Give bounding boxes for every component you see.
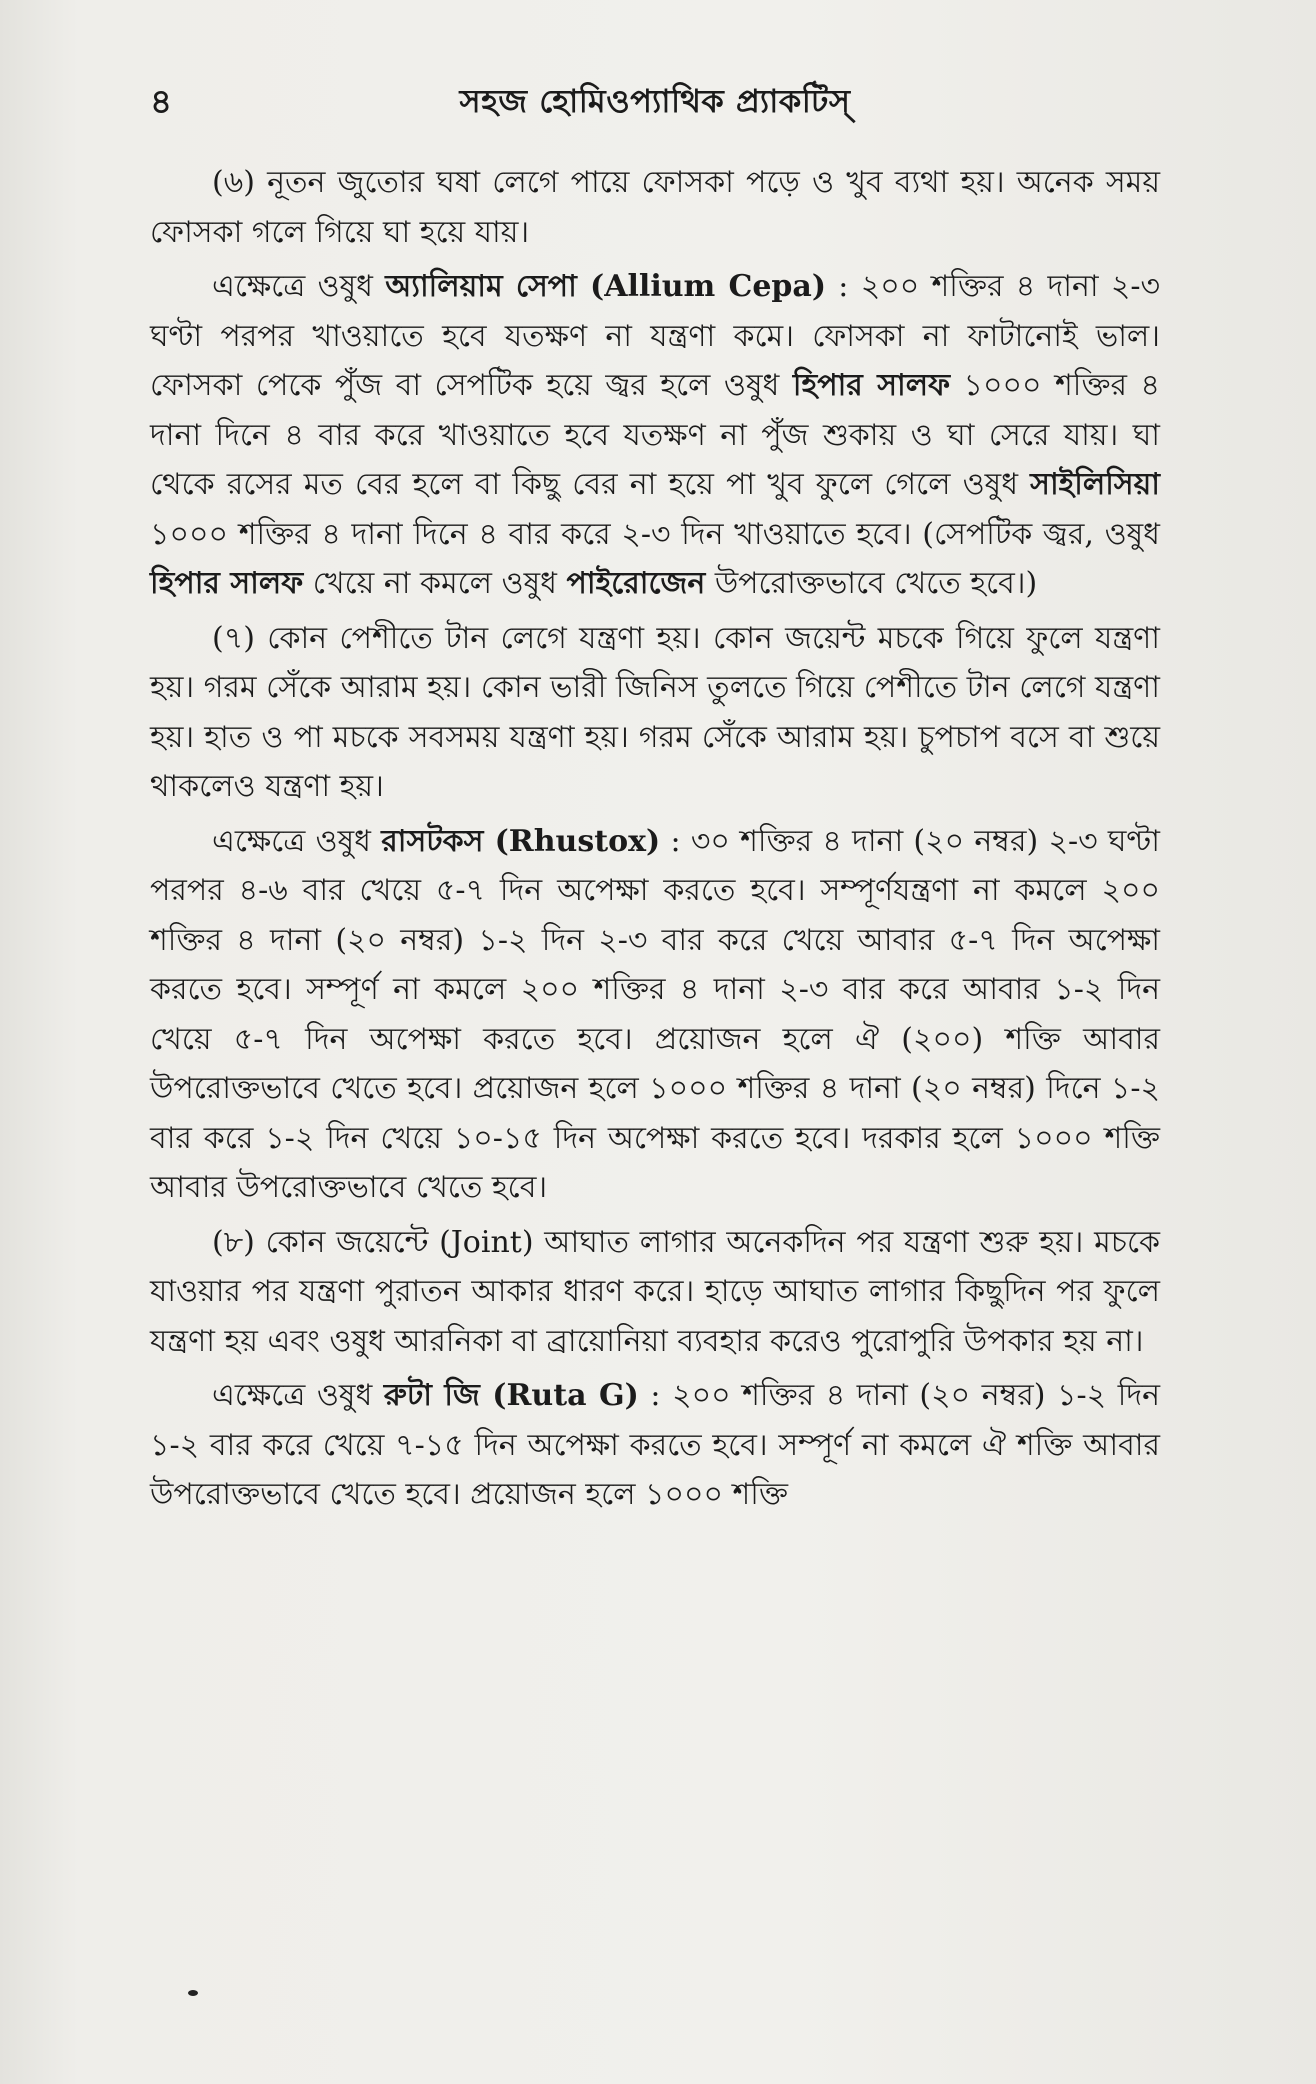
remedy-name-silicea: সাইলিসিয়া [1030, 467, 1160, 502]
case-paragraph-6: (৬) নূতন জুতোর ঘষা লেগে পায়ে ফোসকা পড়ে ও খুব ব্যথা হয়। অনেক সময় ফোসকা গলে গিয়ে ঘা হয়ে যায়। [150, 165, 1160, 250]
text-run: ১০০০ শক্তির ৪ দানা দিনে ৪ বার করে খাওয়াতে হবে যতক্ষণ না পুঁজ শুকায় ও ঘা সেরে যায়। ঘা থেকে রসের মত বের হলে বা কিছু বের না হয়ে পা খুব ফুলে গেলে ওষুধ [150, 368, 1161, 502]
remedy-name-allium-cepa: অ্যালিয়াম সেপা (Allium Cepa) [385, 269, 827, 304]
remedy-name-hepar-sulph: হিপার সালফ [150, 566, 304, 601]
page-number: ৪ [150, 82, 173, 122]
remedy-paragraph-8 [150, 1371, 1160, 1520]
text-run: : ২০০ শক্তির ৪ দানা (২০ নম্বর) ১-২ দিন ১-২ বার করে খেয়ে ৭-১৫ দিন অপেক্ষা করতে হবে। সম্পূর্ণ না কমলে ঐ শক্তি আবার উপরোক্তভাবে খেতে হবে। প্রয়োজন হলে ১০০০ শক্তি [150, 1378, 1160, 1512]
remedy-paragraph-6 [150, 262, 1160, 609]
text-run: : ২০০ শক্তির ৪ দানা ২-৩ ঘণ্টা পরপর খাওয়াতে হবে যতক্ষণ না যন্ত্রণা কমে। ফোসকা না ফাটানোই ভাল। ফোসকা পেকে পুঁজ বা সেপটিক হয়ে জ্বর হলে ওষুধ [150, 269, 1160, 403]
text-run: উপরোক্তভাবে খেতে হবে।) [705, 566, 1038, 601]
text-run: ১০০০ শক্তির ৪ দানা দিনে ৪ বার করে ২-৩ দিন খাওয়াতে হবে। (সেপটিক জ্বর, ওষুধ [150, 516, 1160, 552]
text-run: খেয়ে না কমলে ওষুধ [303, 566, 567, 601]
page-body [150, 158, 1160, 1525]
ink-spot [188, 1990, 198, 1996]
remedy-paragraph-7 [150, 817, 1160, 1213]
remedy-name-pyrogen: পাইরোজেন [566, 566, 706, 601]
text-run: এক্ষেত্রে ওষুধ [212, 269, 386, 304]
text-run: : ৩০ শক্তির ৪ দানা (২০ নম্বর) ২-৩ ঘণ্টা পরপর ৪-৬ বার খেয়ে ৫-৭ দিন অপেক্ষা করতে হবে। সম্পূর্ণযন্ত্রণা না কমলে ২০০ শক্তির ৪ দানা (২০ নম্বর) ১-২ দিন ২-৩ বার করে খেয়ে আবার ৫-৭ দিন অপেক্ষা করতে হবে। সম্পূর্ণ না কমলে ২০০ শক্তির ৪ দানা ২-৩ বার করে আবার ১-২ দিন খেয়ে ৫-৭ দিন অপেক্ষা করতে হবে। প্রয়োজন হলে ঐ (২০০) শক্তি আবার উপরোক্তভাবে খেতে হবে। প্রয়োজন হলে ১০০০ শক্তির ৪ দানা (২০ নম্বর) দিনে ১-২ বার করে ১-২ দিন খেয়ে ১০-১৫ দিন অপেক্ষা করতে হবে। দরকার হলে ১০০০ শক্তি আবার উপরোক্তভাবে খেতে হবে। [150, 823, 1160, 1205]
case-paragraph-8: (৮) কোন জয়েন্টে (Joint) আঘাত লাগার অনেকদিন পর যন্ত্রণা শুরু হয়। মচকে যাওয়ার পর যন্ত্রণা পুরাতন আকার ধারণ করে। হাড়ে আঘাত লাগার কিছুদিন পর ফুলে যন্ত্রণা হয় এবং ওষুধ আরনিকা বা ব্রায়োনিয়া ব্যবহার করেও পুরোপুরি উপকার হয় না। [150, 1224, 1160, 1359]
case-paragraph-7: (৭) কোন পেশীতে টান লেগে যন্ত্রণা হয়। কোন জয়েন্ট মচকে গিয়ে ফুলে যন্ত্রণা হয়। গরম সেঁকে আরাম হয়। কোন ভারী জিনিস তুলতে গিয়ে পেশীতে টান লেগে যন্ত্রণা হয়। হাত ও পা মচকে সবসময় যন্ত্রণা হয়। গরম সেঁকে আরাম হয়। চুপচাপ বসে বা শুয়ে থাকলেও যন্ত্রণা হয়। [150, 620, 1160, 804]
text-run: এক্ষেত্রে ওষুধ [212, 1378, 384, 1413]
remedy-name-rhustox: রাসটকস (Rhustox) [381, 823, 661, 859]
remedy-name-ruta-g: রুটা জি (Ruta G) [383, 1378, 639, 1413]
running-title: সহজ হোমিওপ্যাথিক প্র্যাকটিস্ [459, 82, 851, 120]
remedy-name-hepar-sulph: হিপার সালফ [792, 368, 951, 403]
page-header [150, 62, 1160, 122]
text-run: এক্ষেত্রে ওষুধ [212, 823, 382, 859]
